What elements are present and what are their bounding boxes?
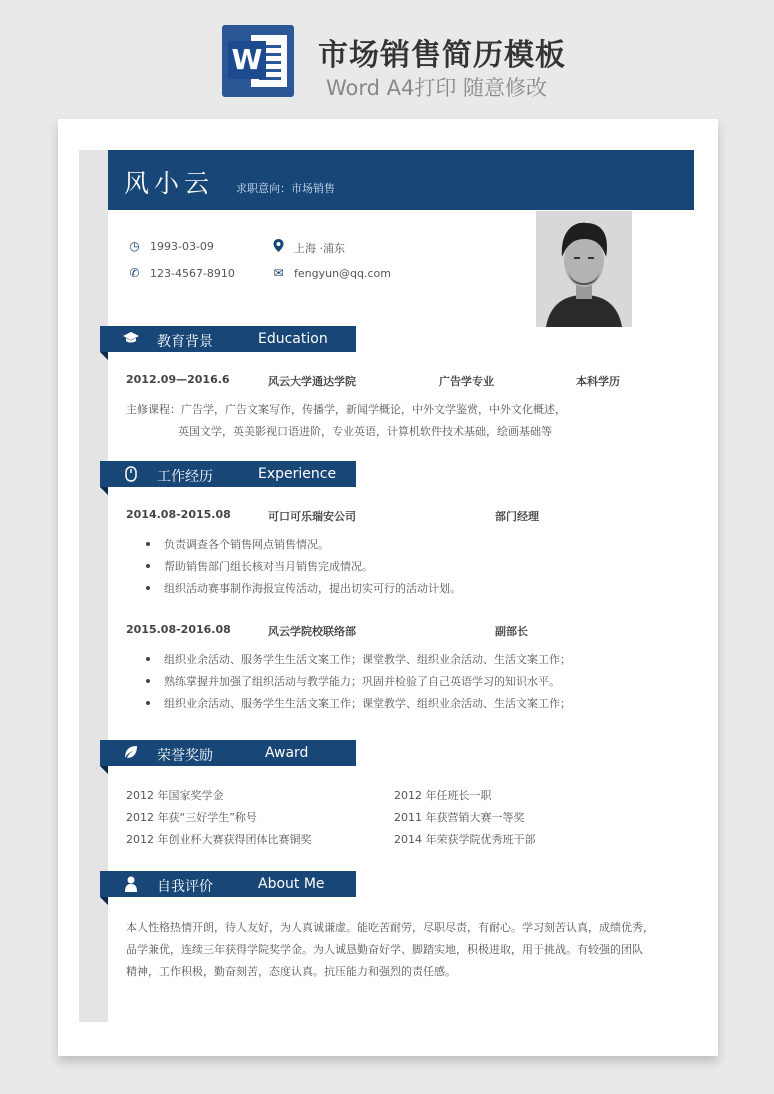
job-duty: 组织活动赛事制作海报宣传活动，提出切实可行的活动计划。 <box>164 582 461 595</box>
banner-subtitle: Word A4打印 随意修改 <box>326 76 548 100</box>
resume-page <box>58 119 718 1056</box>
job-period: 2014.08-2015.08 <box>126 508 231 521</box>
award-item: 2012 年获“三好学生”称号 <box>126 811 257 824</box>
about-line: 品学兼优，连续三年获得学院奖学金。为人诚恳勤奋好学、脚踏实地，积极进取，用于挑战。有较强的团队 <box>126 943 643 956</box>
edu-period: 2012.09—2016.6 <box>126 373 230 386</box>
banner-title: 市场销售简历模板 <box>318 38 566 73</box>
about-line: 精神，工作积极，勤奋刻苦，态度认真。抗压能力和强烈的责任感。 <box>126 965 456 978</box>
leaf-icon <box>123 745 139 761</box>
location: 上海 ·浦东 <box>294 242 345 255</box>
section-about-header <box>100 871 356 897</box>
education-title-cn: 教育背景 <box>157 334 213 350</box>
about-line: 本人性格热情开朗，待人友好，为人真诚谦虚。能吃苦耐劳，尽职尽责，有耐心。学习刻苦认真，成绩优秀， <box>126 921 654 934</box>
location-info <box>294 240 345 256</box>
edu-school: 风云大学通达学院 <box>268 375 356 388</box>
job-company: 可口可乐瑞安公司 <box>268 510 356 523</box>
email-info <box>273 266 392 280</box>
birth-date: 1993-03-09 <box>150 240 214 253</box>
word-logo-icon <box>222 25 294 97</box>
job-period: 2015.08-2016.08 <box>126 623 231 636</box>
about-title-cn: 自我评价 <box>157 879 213 895</box>
birth-info <box>129 239 214 253</box>
awards-title-en: Award <box>265 745 309 761</box>
candidate-name: 风小云 <box>124 169 215 198</box>
phone-info <box>129 266 235 280</box>
edu-major: 广告学专业 <box>439 375 494 388</box>
bullet-dot <box>146 564 150 568</box>
job-role: 副部长 <box>495 625 528 638</box>
job-duty: 负责调查各个销售网点销售情况。 <box>164 538 329 551</box>
award-item: 2012 年国家奖学金 <box>126 789 224 802</box>
job-duty: 帮助销售部门组长核对当月销售完成情况。 <box>164 560 373 573</box>
job-duty: 组织业余活动、服务学生生活文案工作；课堂教学、组织业余活动、生活文案工作； <box>164 697 571 710</box>
clock-icon: ◷ <box>129 239 140 253</box>
about-title-en: About Me <box>258 876 325 892</box>
award-item: 2014 年荣获学院优秀班干部 <box>394 833 536 846</box>
bullet-dot <box>146 586 150 590</box>
section-awards-header <box>100 740 356 766</box>
bullet-dot <box>146 679 150 683</box>
award-item: 2012 年创业杯大赛获得团体比赛铜奖 <box>126 833 312 846</box>
bullet-dot <box>146 542 150 546</box>
email: fengyun@qq.com <box>294 267 392 280</box>
mouse-icon <box>123 466 139 482</box>
mail-icon: ✉ <box>273 266 284 280</box>
edu-courses-line2: 英国文学，英美影视口语进阶，专业英语，计算机软件技术基础，绘画基础等 <box>178 425 552 438</box>
header-bar <box>108 150 694 210</box>
job-company: 风云学院校联络部 <box>268 625 356 638</box>
job-role: 部门经理 <box>495 510 539 523</box>
job-duty: 组织业余活动、服务学生生活文案工作；课堂教学、组织业余活动、生活文案工作； <box>164 653 571 666</box>
awards-title-cn: 荣誉奖励 <box>157 748 213 764</box>
edu-degree: 本科学历 <box>576 375 620 388</box>
award-item: 2011 年获营销大赛一等奖 <box>394 811 525 824</box>
graduation-cap-icon <box>123 331 139 347</box>
bullet-dot <box>146 657 150 661</box>
section-work-header <box>100 461 356 487</box>
section-education-header <box>100 326 356 352</box>
person-icon <box>123 876 139 892</box>
edu-courses-line1: 主修课程：广告学，广告文案写作，传播学，新闻学概论，中外文学鉴赏，中外文化概述， <box>126 403 566 416</box>
work-title-cn: 工作经历 <box>157 469 213 485</box>
phone-icon: ✆ <box>129 266 140 280</box>
word-logo-letter: W <box>228 41 266 79</box>
job-duty: 熟练掌握并加强了组织活动与教学能力；巩固并检验了自己英语学习的知识水平。 <box>164 675 560 688</box>
job-intent: 求职意向：市场销售 <box>236 182 335 195</box>
profile-photo <box>536 211 632 327</box>
award-item: 2012 年任班长一职 <box>394 789 492 802</box>
location-pin-icon <box>272 239 285 252</box>
work-title-en: Experience <box>258 466 337 482</box>
bullet-dot <box>146 701 150 705</box>
phone: 123-4567-8910 <box>150 267 235 280</box>
education-title-en: Education <box>258 331 328 347</box>
template-banner <box>0 0 774 110</box>
